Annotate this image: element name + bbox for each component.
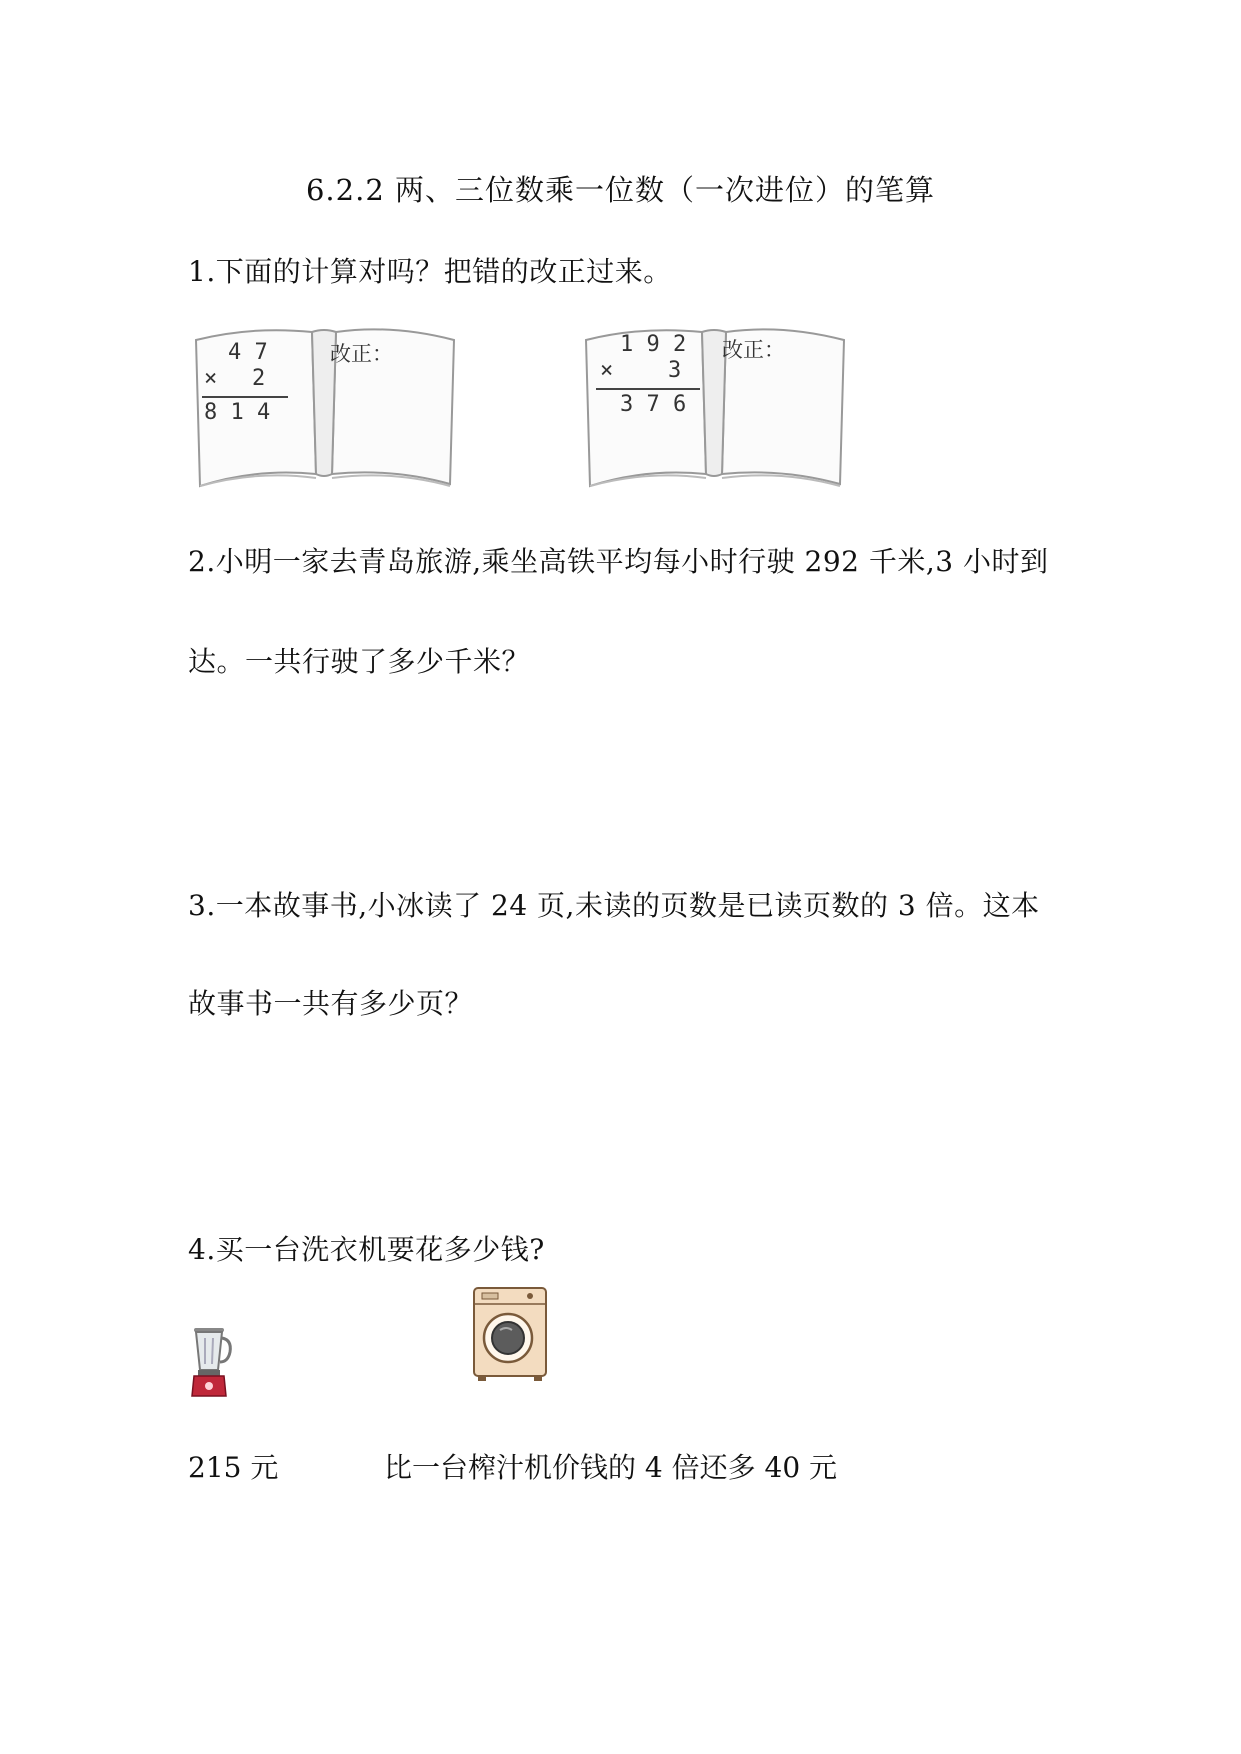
calc-1-rule [202,396,288,398]
calc-2-multiplier: 3 [668,358,682,383]
calc-1-times-sign: × [204,366,218,391]
page-title: 6.2.2 两、三位数乘一位数（一次进位）的笔算 [305,173,935,207]
juicer-price: 215 元 [188,1451,279,1484]
calc-1-result: 8 1 4 [204,400,271,425]
correction-label-1: 改正： [330,342,393,366]
open-book-1 [192,318,460,488]
calc-2-result: 3 7 6 [620,392,687,417]
calc-1-multiplier: 2 [252,366,266,391]
washing-machine-icon [470,1284,550,1384]
washing-machine-price: 比一台榨汁机价钱的 4 倍还多 40 元 [384,1451,838,1484]
question-3-line-2: 故事书一共有多少页？ [188,987,474,1020]
calc-2-rule [596,388,700,390]
open-book-2 [582,318,850,488]
juicer-icon [188,1326,236,1398]
question-4-text: 4.买一台洗衣机要花多少钱? [188,1233,545,1266]
correction-label-2: 改正： [722,338,785,362]
calc-2-times-sign: × [600,358,614,383]
question-3-line-1: 3.一本故事书,小冰读了 24 页,未读的页数是已读页数的 3 倍。这本 [188,889,1040,922]
calc-1-top-number: 4 7 [228,340,268,365]
question-1-text: 1.下面的计算对吗？把错的改正过来。 [188,255,672,288]
question-2-line-1: 2.小明一家去青岛旅游,乘坐高铁平均每小时行驶 292 千米,3 小时到 [188,545,1049,578]
calc-2-top-number: 1 9 2 [620,332,687,357]
question-2-line-2: 达。一共行驶了多少千米？ [188,645,531,678]
